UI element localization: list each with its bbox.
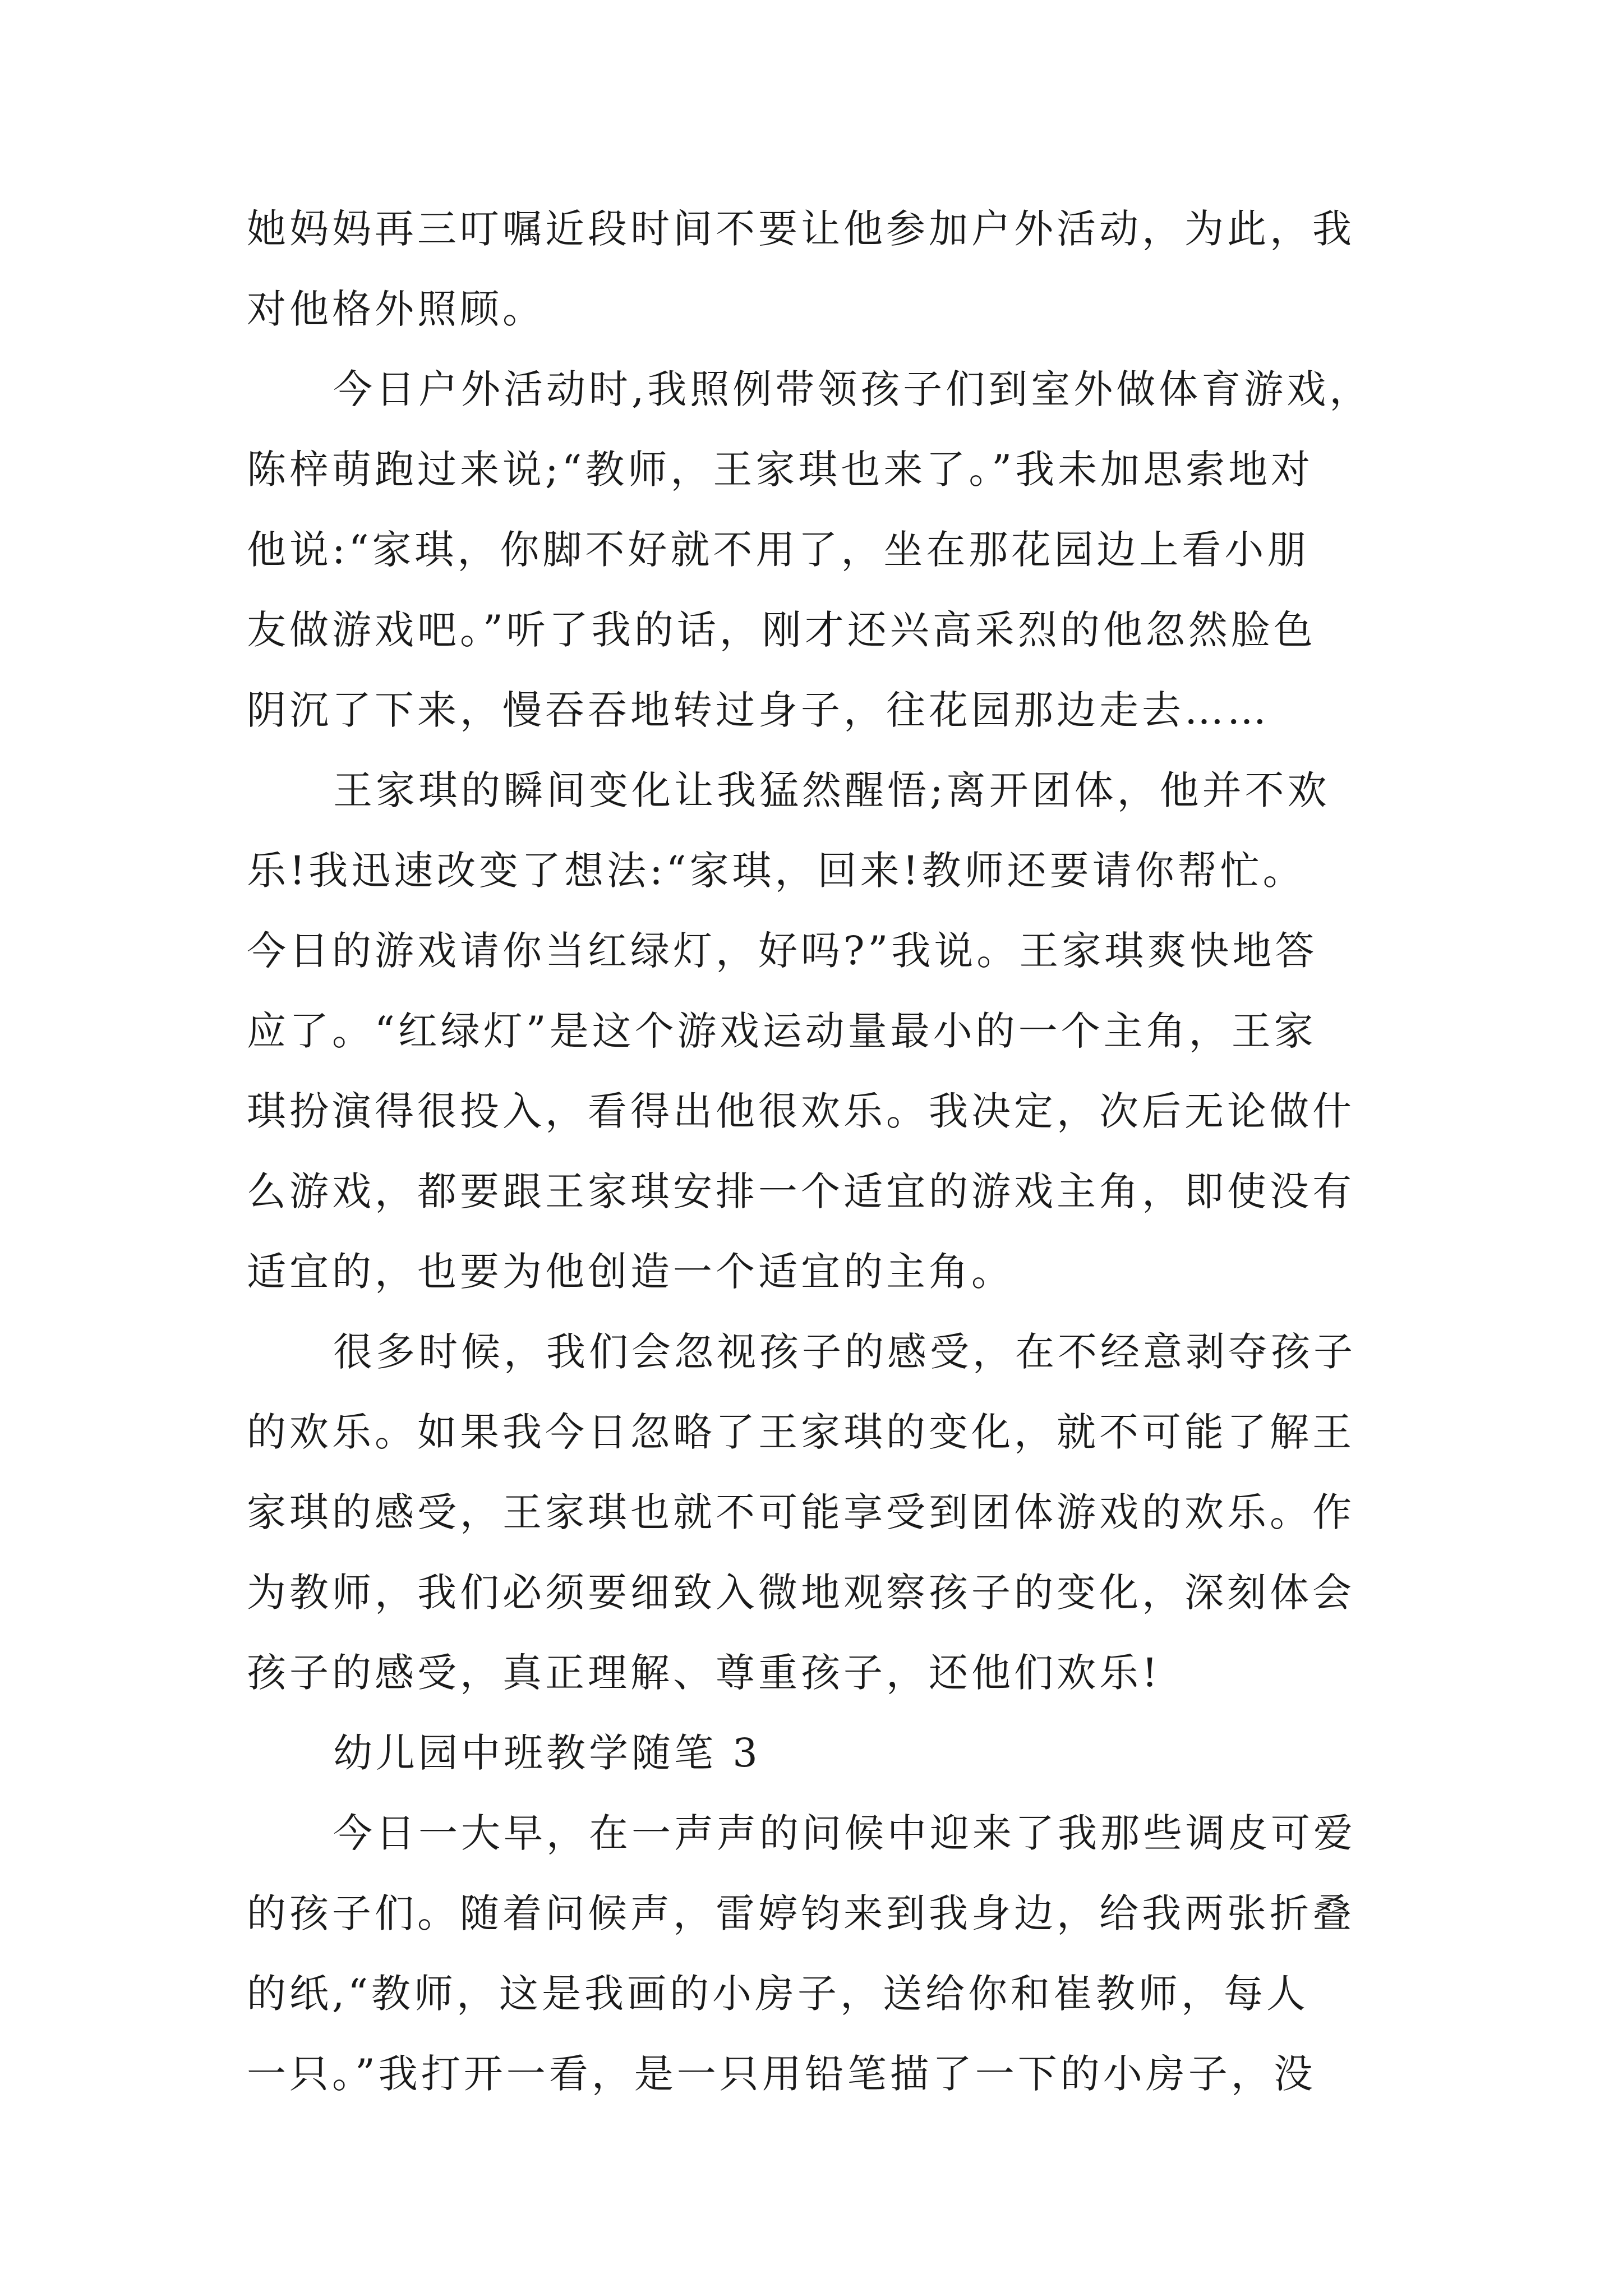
text-line: 对他格外照顾。 xyxy=(247,286,545,332)
text-line: 一只。”我打开一看，是一只用铅笔描了一下的小房子，没 xyxy=(247,2051,1316,2097)
paragraph-start-line: 今日户外活动时,我照例带领孩子们到室外做体育游戏， xyxy=(333,366,1372,412)
text-line: 应了。“红绿灯”是这个游戏运动量最小的一个主角，王家 xyxy=(247,1008,1317,1054)
text-line: 的纸,“教师，这是我画的小房子，送给你和崔教师，每人 xyxy=(247,1971,1310,2017)
paragraph-start-line: 很多时候，我们会忽视孩子的感受，在不经意剥夺孩子 xyxy=(333,1329,1356,1375)
text-line: 为教师，我们必须要细致入微地观察孩子的变化，深刻体会 xyxy=(247,1570,1355,1616)
text-line: 陈梓萌跑过来说;“教师，王家琪也来了。”我未加思索地对 xyxy=(247,447,1314,493)
document-body xyxy=(247,205,1372,2130)
text-line: 乐!我迅速改变了想法:“家琪，回来!教师还要请你帮忙。 xyxy=(247,848,1306,894)
text-line: 么游戏，都要跟王家琪安排一个适宜的游戏主角，即使没有 xyxy=(247,1168,1355,1214)
text-line: 的孩子们。随着问候声，雷婷钧来到我身边，给我两张折叠 xyxy=(247,1890,1355,1936)
paragraph-start-line: 王家琪的瞬间变化让我猛然醒悟;离开团体，他并不欢 xyxy=(333,767,1330,813)
section-heading: 幼儿园中班教学随笔 3 xyxy=(333,1730,761,1776)
text-line: 她妈妈再三叮嘱近段时间不要让他参加户外活动，为此，我 xyxy=(247,206,1355,252)
text-line: 家琪的感受，王家琪也就不可能享受到团体游戏的欢乐。作 xyxy=(247,1489,1355,1535)
paragraph-start-line: 今日一大早，在一声声的问候中迎来了我那些调皮可爱 xyxy=(333,1810,1356,1856)
text-line: 孩子的感受，真正理解、尊重孩子，还他们欢乐! xyxy=(247,1650,1161,1696)
text-line: 适宜的，也要为他创造一个适宜的主角。 xyxy=(247,1249,1014,1295)
text-line: 的欢乐。如果我今日忽略了王家琪的变化，就不可能了解王 xyxy=(247,1409,1355,1455)
text-line: 今日的游戏请你当红绿灯，好吗?”我说。王家琪爽快地答 xyxy=(247,928,1318,974)
text-line: 阴沉了下来，慢吞吞地转过身子，往花园那边走去…… xyxy=(247,687,1270,733)
text-line: 他说:“家琪，你脚不好就不用了，坐在那花园边上看小朋 xyxy=(247,527,1310,573)
text-line: 友做游戏吧。”听了我的话，刚才还兴高采烈的他忽然脸色 xyxy=(247,607,1316,653)
text-line: 琪扮演得很投入，看得出他很欢乐。我决定，次后无论做什 xyxy=(247,1088,1355,1134)
